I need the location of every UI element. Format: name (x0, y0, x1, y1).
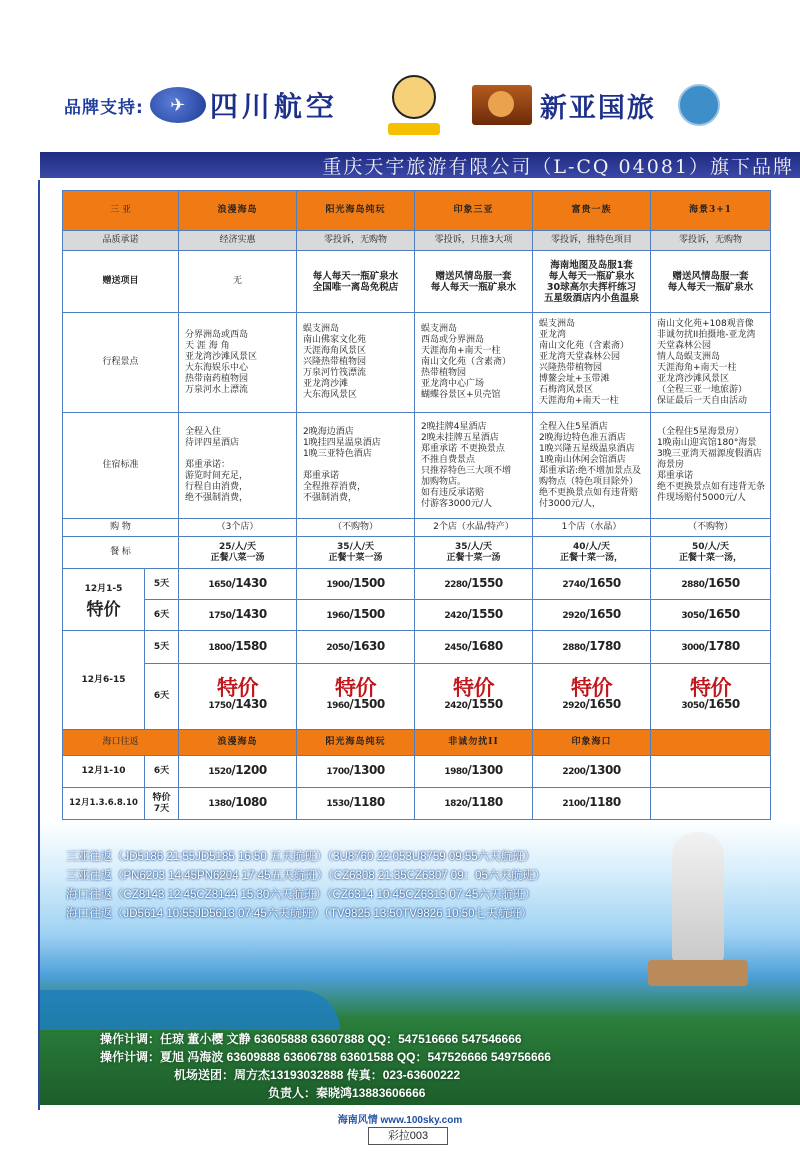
quality-cell: 零投诉，无购物 (651, 231, 771, 251)
row-label: 住宿标准 (63, 413, 179, 519)
contact-list (100, 1030, 720, 1102)
hotel-cell: 2晚挂牌4星酒店 2晚未挂牌五星酒店 郑重承诺 不更换景点 不推自费景点 只推荐特色三大项不增 加购物店。 如有违反承诺赔 付游客3000元/人 (415, 413, 533, 519)
price-child: /1780 (585, 638, 621, 653)
row-label: 品质承诺 (63, 231, 179, 251)
mascot-face (392, 75, 436, 119)
price-adult: 2920 (562, 700, 586, 711)
haikou-date: 12月1-10 (63, 756, 145, 788)
price-child: /1300 (349, 763, 385, 777)
product-name: 海景3+1 (651, 191, 771, 231)
price-adult: 1530 (326, 799, 350, 809)
price-row (63, 569, 771, 600)
price-child: /1550 (467, 575, 503, 590)
shopping-cell: （不购物） (297, 519, 415, 537)
airline-name: 四川航空 (209, 90, 338, 123)
price-adult: 2420 (444, 700, 468, 711)
lion-logo-icon (472, 85, 532, 125)
price-adult: 3050 (681, 610, 705, 621)
price-adult: 2450 (444, 642, 468, 653)
special-label: 特价 (335, 674, 376, 700)
price-adult: 1900 (326, 579, 350, 590)
price-adult: 1700 (326, 767, 350, 777)
price-adult: 2100 (562, 799, 586, 809)
product-name: 非诚勿扰II (415, 730, 533, 756)
price-child: /1500 (349, 606, 385, 621)
quality-cell: 经济实惠 (179, 231, 297, 251)
empty-cell (651, 788, 771, 820)
price-line (179, 696, 296, 712)
price-child: /1080 (231, 795, 267, 809)
price-child: /1650 (585, 696, 621, 711)
days-cell: 5天 (145, 631, 179, 664)
company-bar (40, 152, 800, 178)
price-cell (415, 600, 533, 631)
meals-cell: 25/人/天 正餐八菜一汤 (179, 537, 297, 569)
price-child: /1650 (704, 696, 740, 711)
company-name: 重庆天宇旅游有限公司（L-CQ 04081）旗下品牌 (322, 155, 794, 178)
period-date-cell (63, 569, 145, 631)
statue-base-image (648, 960, 748, 986)
flight-line: 海口往返（CZ8143 12:45CZ8144 15:30六天航班）（CZ6314 10:45CZ6313 07:45六天航班） (66, 889, 536, 901)
gift-cell: 赠送风情岛服一套 每人每天一瓶矿泉水 (651, 251, 771, 313)
price-adult: 1520 (208, 767, 232, 777)
meals-cell: 35/人/天 正餐十菜一汤 (297, 537, 415, 569)
price-cell (415, 569, 533, 600)
shopping-cell: 2个店（水晶/特产） (415, 519, 533, 537)
price-cell (415, 631, 533, 664)
price-cell (297, 788, 415, 820)
price-adult: 1960 (326, 700, 350, 711)
price-child: /1650 (704, 606, 740, 621)
spots-cell: 蜈支洲岛 亚龙湾 南山文化苑（含素斋） 亚龙湾天堂森林公园 兴隆热带植物园 博鳌会址+玉带滩 石梅湾风景区 天涯海角+南天一柱 (533, 313, 651, 413)
period-date: 12月6-15 (63, 631, 145, 730)
price-line (297, 696, 414, 712)
quality-row (63, 231, 771, 251)
special-label: 特价 (453, 674, 494, 700)
gift-cell: 每人每天一瓶矿泉水 全国唯一离岛免税店 (297, 251, 415, 313)
price-adult: 3000 (681, 642, 705, 653)
mascot-logo-icon (386, 75, 442, 135)
product-name: 阳光海岛纯玩 (297, 191, 415, 231)
price-child: /1180 (585, 795, 621, 809)
spots-cell: 分界洲岛或西岛 天 涯 海 角 亚龙湾沙滩风景区 大东海娱乐中心 热带南药植物园 万泉河水上漂流 (179, 313, 297, 413)
price-child: /1780 (704, 638, 740, 653)
meals-cell: 35/人/天 正餐十菜一汤 (415, 537, 533, 569)
product-name: 印象海口 (533, 730, 651, 756)
days-cell: 6天 (145, 756, 179, 788)
flight-line: 海口往返（JD5614 10:55JD5613 07:45六天航班）（TV9825 13:50TV9826 10:50七天航班） (66, 908, 532, 920)
price-cell (179, 788, 297, 820)
price-child: /1500 (349, 696, 385, 711)
price-adult: 1800 (208, 642, 232, 653)
airline-logo-icon: ✈ (150, 87, 206, 123)
price-cell (297, 631, 415, 664)
price-adult: 1980 (444, 767, 468, 777)
empty-cell (651, 756, 771, 788)
price-cell (651, 600, 771, 631)
row-label: 赠送项目 (63, 251, 179, 313)
price-cell (533, 569, 651, 600)
price-cell (179, 756, 297, 788)
sanya-table (62, 190, 771, 820)
price-adult: 2920 (562, 610, 586, 621)
price-adult: 2740 (562, 579, 586, 590)
haikou-label: 海口往返 (63, 730, 179, 756)
price-child: /1200 (231, 763, 267, 777)
price-line (415, 696, 532, 712)
gift-row (63, 251, 771, 313)
table-header-row (63, 191, 771, 231)
special-label: 特价 (571, 674, 612, 700)
meals-cell: 40/人/天 正餐十菜一汤， (533, 537, 651, 569)
product-name: 阳光海岛纯玩 (297, 730, 415, 756)
price-adult: 1650 (208, 579, 232, 590)
hotel-cell: （全程住5星海景房） 1晚南山迎宾馆180°海景 3晚三亚湾天福源度假酒店 海景房 郑重承诺 绝不更换景点如有违背无条 件现场赔付5000元/人 (651, 413, 771, 519)
header (40, 60, 800, 150)
price-cell (415, 788, 533, 820)
price-cell (533, 664, 651, 730)
region-label: 三 亚 (63, 191, 179, 231)
product-name: 浪漫海岛 (179, 730, 297, 756)
gift-cell: 赠送风情岛服一套 每人每天一瓶矿泉水 (415, 251, 533, 313)
price-child: /1430 (231, 606, 267, 621)
row-label: 行程景点 (63, 313, 179, 413)
haikou-price-row (63, 756, 771, 788)
flight-list (66, 848, 686, 924)
period-special: 特价 (86, 599, 121, 620)
price-child: /1180 (467, 795, 503, 809)
contact-line: 操作计调：任琼 董小樱 文静 63605888 63607888 QQ：547516666 547546666 (100, 1032, 522, 1046)
meals-cell: 50/人/天 正餐十菜一汤， (651, 537, 771, 569)
price-cell (533, 788, 651, 820)
period-date: 12月1-5 (84, 583, 123, 594)
spots-cell: 南山文化苑+108观音像 非诚勿扰II拍摄地-亚龙湾 天堂森林公园 情人岛蜈支洲岛 天涯海角+南天一柱 亚龙湾沙滩风景区 （全程三亚一地旅游） 保证最后一天自由活动 (651, 313, 771, 413)
price-cell (179, 631, 297, 664)
cits-logo-icon (678, 84, 720, 126)
price-line (533, 696, 650, 712)
price-child: /1650 (585, 606, 621, 621)
haikou-header-row (63, 730, 771, 756)
price-child: /1650 (585, 575, 621, 590)
contact-line: 操作计调：夏旭 冯海波 63609888 63606788 63601588 QQ：547526666 549756666 (100, 1050, 551, 1064)
price-child: /1550 (467, 696, 503, 711)
price-cell (533, 631, 651, 664)
price-table (62, 190, 770, 820)
price-adult: 2420 (444, 610, 468, 621)
price-adult: 2880 (681, 579, 705, 590)
contact-line: 机场送团：周方杰13193032888 传真：023-63600222 (174, 1068, 461, 1082)
price-child: /1550 (467, 606, 503, 621)
price-child: /1300 (585, 763, 621, 777)
special-label: 特价 (690, 674, 731, 700)
price-cell (179, 600, 297, 631)
flight-line: 三亚往返（JD5186 21:55JD5185 16:50 五天航班）（3U8760 22:053U8759 09:55六天航班） (66, 851, 536, 863)
price-child: /1180 (349, 795, 385, 809)
airline-brand (150, 85, 338, 125)
price-child: /1300 (467, 763, 503, 777)
empty-cell (651, 730, 771, 756)
days-cell: 特价 7天 (145, 788, 179, 820)
price-cell (533, 756, 651, 788)
product-name: 印象三亚 (415, 191, 533, 231)
price-cell (179, 569, 297, 600)
contact-line: 负责人：秦晓鸿13883606666 (268, 1086, 426, 1100)
price-adult: 2280 (444, 579, 468, 590)
quality-cell: 零投诉，无购物 (297, 231, 415, 251)
gift-cell: 无 (179, 251, 297, 313)
shopping-cell: （3个店） (179, 519, 297, 537)
hotel-row (63, 413, 771, 519)
row-label: 购 物 (63, 519, 179, 537)
price-cell (415, 756, 533, 788)
gift-cell: 海南地图及岛服1套 每人每天一瓶矿泉水 30球高尔夫挥杆练习 五星级酒店内小鱼温泉 (533, 251, 651, 313)
quality-cell: 零投诉，推特色项目 (533, 231, 651, 251)
price-adult: 1820 (444, 799, 468, 809)
price-row (63, 631, 771, 664)
days-cell: 6天 (145, 664, 179, 730)
xinya-brand-name: 新亚国旅 (539, 92, 656, 123)
price-child: /1580 (231, 638, 267, 653)
spots-row (63, 313, 771, 413)
haikou-date: 12月1.3.6.8.10 (63, 788, 145, 820)
shopping-cell: 1个店（水晶） (533, 519, 651, 537)
spots-cell: 蜈支洲岛 西岛或分界洲岛 天涯海角+南天一柱 南山文化苑（含素斋） 热带植物园 亚龙湾中心广场 蝴蝶谷景区+贝壳馆 (415, 313, 533, 413)
price-cell (533, 600, 651, 631)
price-child: /1500 (349, 575, 385, 590)
price-child: /1650 (704, 575, 740, 590)
price-cell (297, 569, 415, 600)
price-adult: 2200 (562, 767, 586, 777)
hotel-cell: 全程入住5星酒店 2晚海边特色准五酒店 1晚兴隆五星级温泉酒店 1晚南山休闲会馆酒店 郑重承诺:绝不增加景点及 购物点（特色项目除外） 绝不更换景点如有违背赔 付3000元/人， (533, 413, 651, 519)
page-number: 彩拉003 (368, 1127, 448, 1145)
price-line (651, 696, 770, 712)
price-adult: 2050 (326, 642, 350, 653)
price-child: /1630 (349, 638, 385, 653)
product-name: 浪漫海岛 (179, 191, 297, 231)
price-cell (179, 664, 297, 730)
support-label: 品牌支持: (64, 97, 144, 118)
sea-image (40, 990, 340, 1030)
haikou-price-row (63, 788, 771, 820)
price-adult: 3050 (681, 700, 705, 711)
product-name: 富贵一族 (533, 191, 651, 231)
price-adult: 1380 (208, 799, 232, 809)
row-label: 餐 标 (63, 537, 179, 569)
price-adult: 1750 (208, 700, 232, 711)
price-cell (415, 664, 533, 730)
days-cell: 6天 (145, 600, 179, 631)
shopping-cell: （不购物） (651, 519, 771, 537)
spots-cell: 蜈支洲岛 南山佛家文化苑 天涯海角风景区 兴隆热带植物园 万泉河竹筏漂流 亚龙湾沙滩 大东海风景区 (297, 313, 415, 413)
quality-cell: 零投诉，只推3大项 (415, 231, 533, 251)
flight-line: 三亚往返（PN6203 14:45PN6204 17:45五天航班）（CZ6308 21:35CZ6307 09：05六天航班） (66, 870, 546, 882)
price-cell (297, 664, 415, 730)
price-row (63, 664, 771, 730)
special-label: 特价 (217, 674, 258, 700)
price-cell (297, 600, 415, 631)
price-child: /1430 (231, 696, 267, 711)
footer-site: 海南风情 www.100sky.com (337, 1115, 463, 1126)
price-adult: 1750 (208, 610, 232, 621)
hotel-cell: 2晚海边酒店 1晚挂四星温泉酒店 1晚三亚特色酒店 郑重承诺 全程推荐消费， 不强制消费， (297, 413, 415, 519)
meals-row (63, 537, 771, 569)
price-child: /1430 (231, 575, 267, 590)
mascot-tag (388, 123, 440, 135)
price-child: /1680 (467, 638, 503, 653)
price-row (63, 600, 771, 631)
price-cell (651, 569, 771, 600)
shopping-row (63, 519, 771, 537)
days-cell: 5天 (145, 569, 179, 600)
price-cell (297, 756, 415, 788)
hotel-cell: 全程入住 待评四星酒店 郑重承诺： 游览时间充足， 行程自由消费， 绝不强制消费， (179, 413, 297, 519)
price-cell (651, 631, 771, 664)
price-adult: 2880 (562, 642, 586, 653)
price-cell (651, 664, 771, 730)
price-adult: 1960 (326, 610, 350, 621)
